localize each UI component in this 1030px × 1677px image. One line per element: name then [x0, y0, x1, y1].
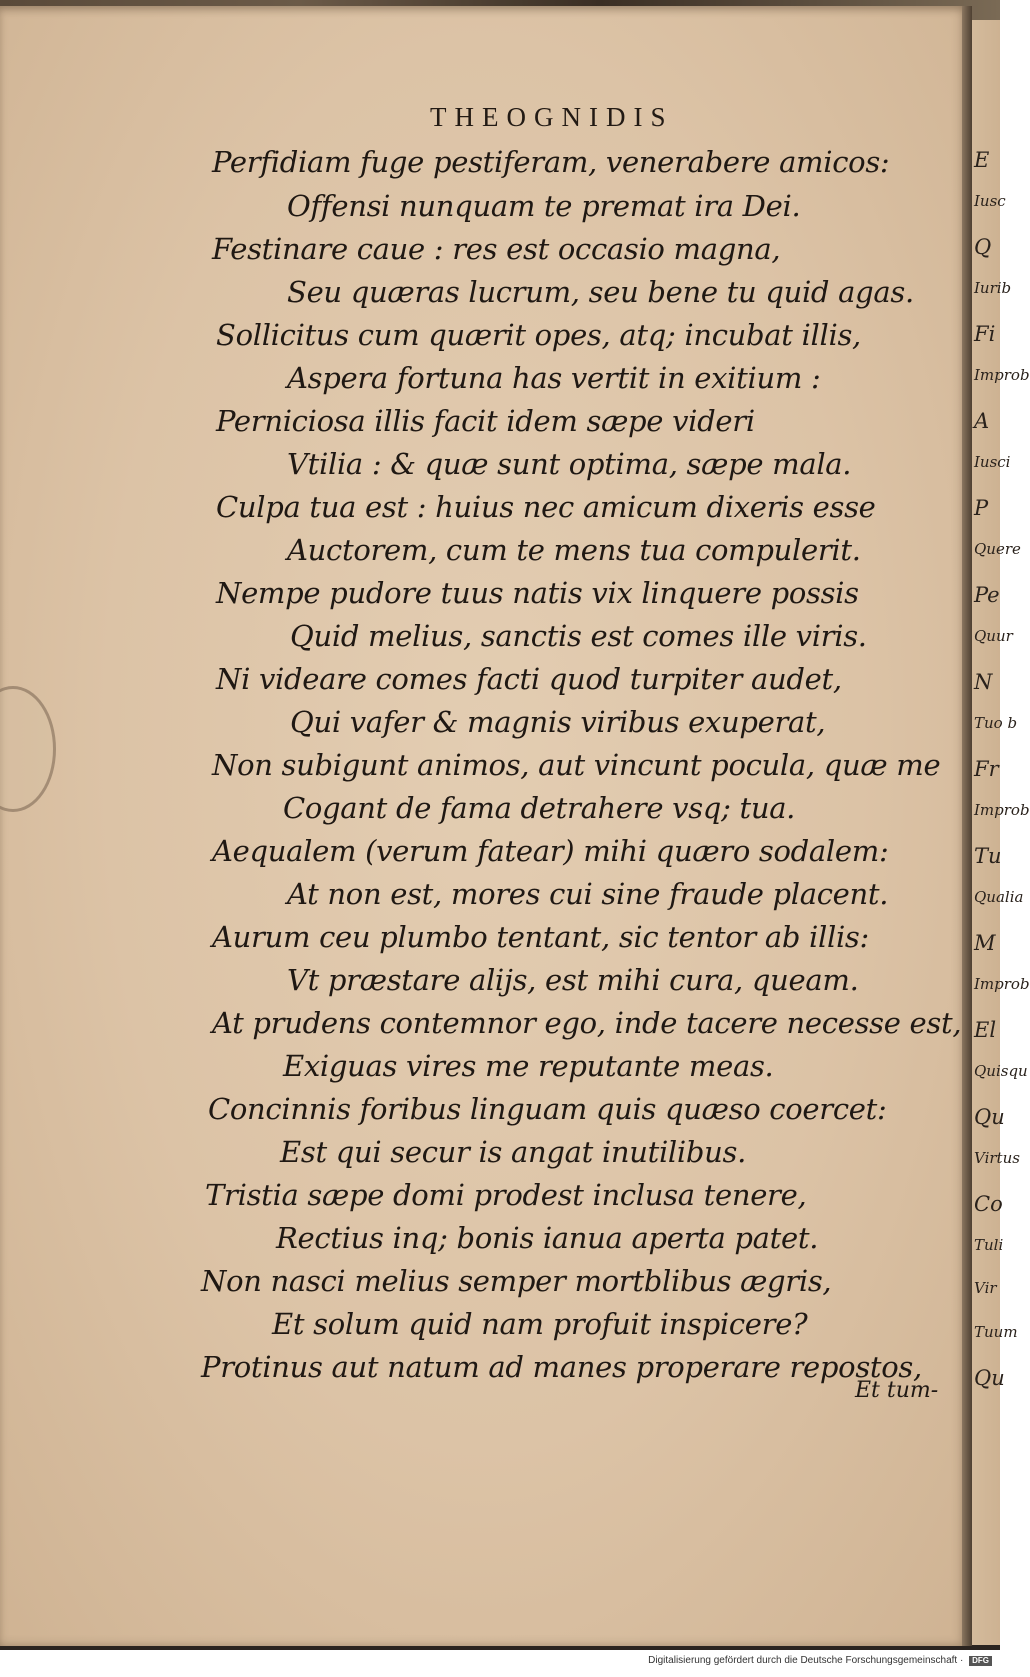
- verse-line-24: Est qui secur is angat inutilibus.: [280, 1135, 747, 1169]
- verse-line-27: Non nasci melius semper mortblibus ægris,: [201, 1264, 832, 1298]
- verse-line-6: Aspera fortuna has vertit in exitium :: [287, 361, 821, 395]
- verse-line-22: Exiguas vires me reputante meas.: [283, 1049, 774, 1083]
- facing-page-fragment: Iurib: [974, 278, 1012, 297]
- verse-line-9: Culpa tua est : huius nec amicum dixeris esse: [216, 490, 876, 524]
- verse-line-29: Protinus aut natum ad manes properare repostos,: [201, 1350, 922, 1384]
- verse-line-15: Non subigunt animos, aut vincunt pocula, quæ me: [212, 748, 941, 782]
- facing-page-fragment: Quisqu: [974, 1061, 1028, 1080]
- facing-page-fragment: Tuum: [974, 1322, 1018, 1341]
- book-page: [0, 6, 968, 1646]
- facing-page-fragment: Fi: [974, 322, 996, 346]
- facing-page-fragment: Fr: [974, 757, 999, 781]
- verse-line-13: Ni videare comes facti quod turpiter audet,: [216, 662, 842, 696]
- facing-page-fragment: Co: [974, 1192, 1003, 1216]
- facing-page-fragment: Tu: [974, 844, 1002, 868]
- verse-line-26: Rectius inq; bonis ianua aperta patet.: [276, 1221, 819, 1255]
- verse-line-8: Vtilia : & quæ sunt optima, sæpe mala.: [287, 447, 852, 481]
- verse-line-1: Perfidiam fuge pestiferam, venerabere amicos:: [212, 145, 890, 179]
- facing-page-fragment: P: [974, 496, 989, 520]
- facing-page-fragment: E: [974, 148, 990, 172]
- verse-line-18: At non est, mores cui sine fraude placent.: [287, 877, 889, 911]
- facing-page-fragment: Quur: [974, 626, 1013, 645]
- facing-page-fragment: Qu: [974, 1105, 1005, 1129]
- facing-page-fragment: El: [974, 1018, 997, 1042]
- verse-line-21: At prudens contemnor ego, inde tacere necesse est,: [212, 1006, 962, 1040]
- facing-page-fragment: Q: [974, 235, 992, 259]
- verse-line-2: Offensi nunquam te premat ira Dei.: [287, 189, 801, 223]
- verse-line-11: Nempe pudore tuus natis vix linquere possis: [216, 576, 859, 610]
- verse-line-3: Festinare caue : res est occasio magna,: [212, 232, 781, 266]
- facing-page: [972, 20, 1000, 1645]
- facing-page-fragment: Tuli: [974, 1235, 1004, 1254]
- verse-line-4: Seu quæras lucrum, seu bene tu quid agas.: [287, 275, 914, 309]
- verse-line-5: Sollicitus cum quærit opes, atq; incubat illis,: [216, 318, 861, 352]
- facing-page-fragment: M: [974, 931, 996, 955]
- catchword: Et tum-: [855, 1378, 939, 1403]
- facing-page-fragment: Improb: [974, 974, 1030, 993]
- facing-page-fragment: Vir: [974, 1279, 997, 1297]
- facing-page-fragment: Pe: [974, 583, 1000, 607]
- running-head: THEOGNIDIS: [430, 102, 674, 132]
- facing-page-fragment: Quere: [974, 539, 1021, 558]
- verse-line-20: Vt præstare alijs, est mihi cura, queam.: [287, 963, 859, 997]
- facing-page-fragment: Virtus: [974, 1148, 1020, 1167]
- verse-line-7: Perniciosa illis facit idem sæpe videri: [216, 404, 755, 438]
- verse-line-25: Tristia sæpe domi prodest inclusa tenere,: [205, 1178, 807, 1212]
- facing-page-fragment: Iusc: [974, 191, 1006, 210]
- verse-line-10: Auctorem, cum te mens tua compulerit.: [287, 533, 861, 567]
- verse-line-17: Aequalem (verum fatear) mihi quæro sodalem:: [212, 834, 889, 868]
- verse-line-23: Concinnis foribus linguam quis quæso coercet:: [208, 1092, 887, 1126]
- facing-page-fragment: Qualia: [974, 887, 1024, 906]
- verse-line-14: Qui vafer & magnis viribus exuperat,: [290, 705, 826, 739]
- digitization-credit: [648, 1656, 992, 1666]
- credit-text: Digitalisierung gefördert durch die Deutsche Forschungsgemeinschaft ·: [648, 1655, 964, 1666]
- facing-page-fragment: Qu: [974, 1366, 1005, 1390]
- verse-line-16: Cogant de fama detrahere vsq; tua.: [283, 791, 796, 825]
- facing-page-fragment: A: [974, 409, 990, 433]
- facing-page-fragment: N: [974, 670, 993, 694]
- clasp-mark: [0, 686, 56, 812]
- dfg-logo: DFG: [969, 1656, 992, 1666]
- facing-page-fragment: Iusci: [974, 452, 1011, 471]
- verse-line-19: Aurum ceu plumbo tentant, sic tentor ab illis:: [212, 920, 869, 954]
- verse-line-12: Quid melius, sanctis est comes ille viris.: [290, 619, 867, 653]
- page-gutter-shadow: [962, 6, 972, 1646]
- facing-page-fragment: Tuo b: [974, 713, 1018, 732]
- facing-page-fragment: Improb: [974, 800, 1030, 819]
- facing-page-fragment: Improb: [974, 365, 1030, 384]
- verse-line-28: Et solum quid nam profuit inspicere?: [272, 1307, 808, 1341]
